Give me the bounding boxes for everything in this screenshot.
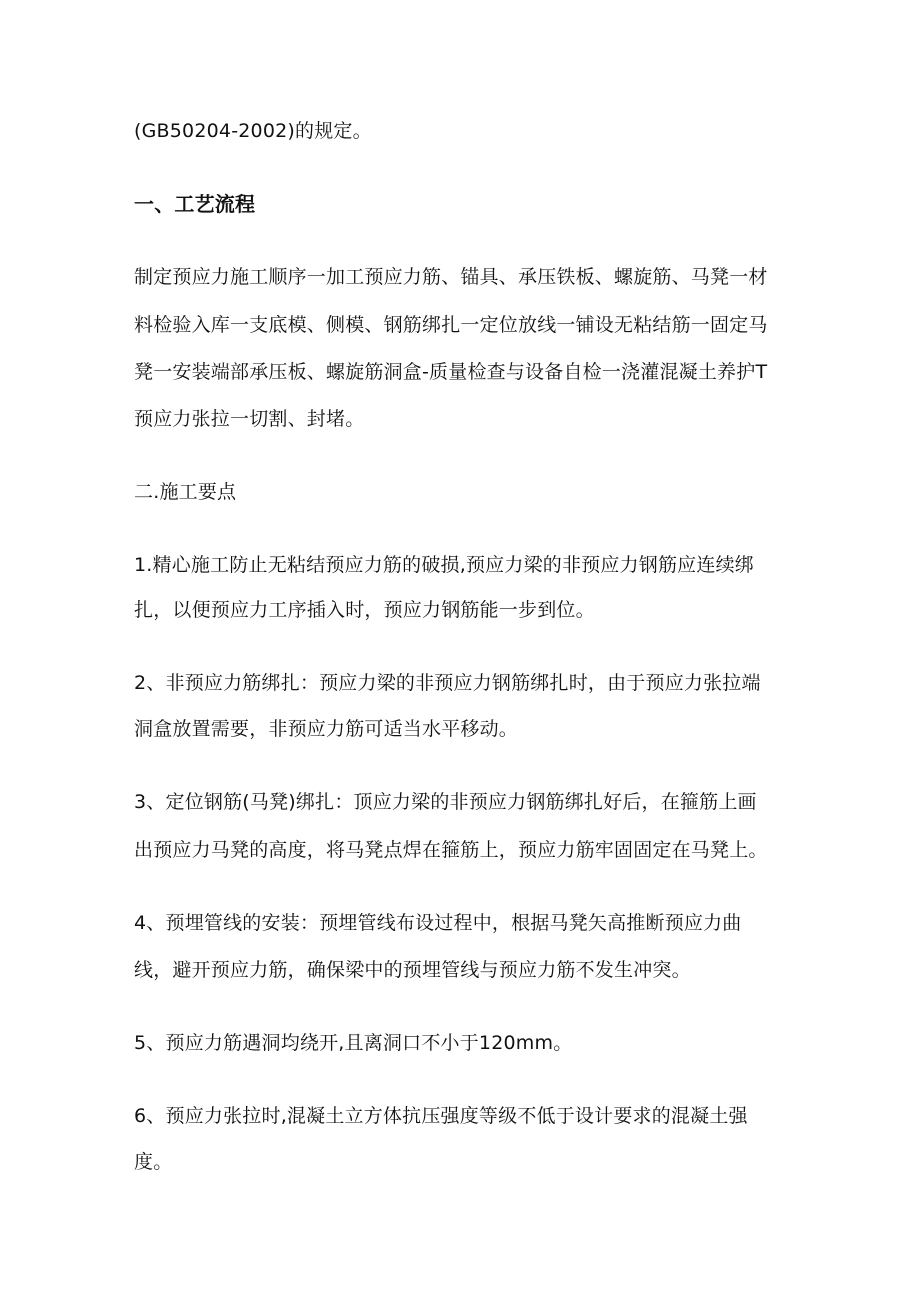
paragraph-line: 凳一安装端部承压板、螺旋筋洞盒-质量检查与设备自检一浇灌混凝土养护T xyxy=(134,361,768,383)
list-item-line: 出预应力马凳的高度，将马凳点焊在箍筋上，预应力筋牢固固定在马凳上。 xyxy=(134,839,768,861)
list-item-line: 洞盒放置需要，非预应力筋可适当水平移动。 xyxy=(134,718,519,740)
section-1-heading: 一、工艺流程 xyxy=(134,192,256,216)
list-item-line: 4、预埋管线的安装：预埋管线布设过程中，根据马凳矢高推断预应力曲 xyxy=(134,912,742,934)
section-2-heading: 二.施工要点 xyxy=(134,481,237,503)
list-item-line: 3、定位钢筋(马凳)绑扎：顶应力梁的非预应力钢筋绑扎好后，在箍筋上画 xyxy=(134,791,757,813)
list-item-line: 5、预应力筋遇洞均绕开,且离洞口不小于120mm。 xyxy=(134,1032,573,1054)
paragraph-line: 料检验入库一支底模、侧模、钢筋绑扎一定位放线一铺设无粘结筋一固定马 xyxy=(134,314,768,336)
list-item-line: 度。 xyxy=(134,1151,173,1173)
intro-line: (GB50204-2002)的规定。 xyxy=(134,120,372,142)
list-item-line: 6、预应力张拉时,混凝土立方体抗压强度等级不低于设计要求的混凝土强 xyxy=(134,1105,748,1127)
paragraph-line: 预应力张拉一切割、封堵。 xyxy=(134,408,365,430)
list-item-line: 扎，以便预应力工序插入时，预应力钢筋能一步到位。 xyxy=(134,599,595,621)
list-item-line: 1.精心施工防止无粘结预应力筋的破损,预应力梁的非预应力钢筋应连续绑 xyxy=(134,554,754,576)
list-item-line: 2、非预应力筋绑扎：预应力梁的非预应力钢筋绑扎时，由于预应力张拉端 xyxy=(134,672,761,694)
paragraph-line: 制定预应力施工顺序一加工预应力筋、锚具、承压铁板、螺旋筋、马凳一材 xyxy=(134,266,768,288)
list-item-line: 线，避开预应力筋，确保梁中的预埋管线与预应力筋不发生冲突。 xyxy=(134,959,691,981)
